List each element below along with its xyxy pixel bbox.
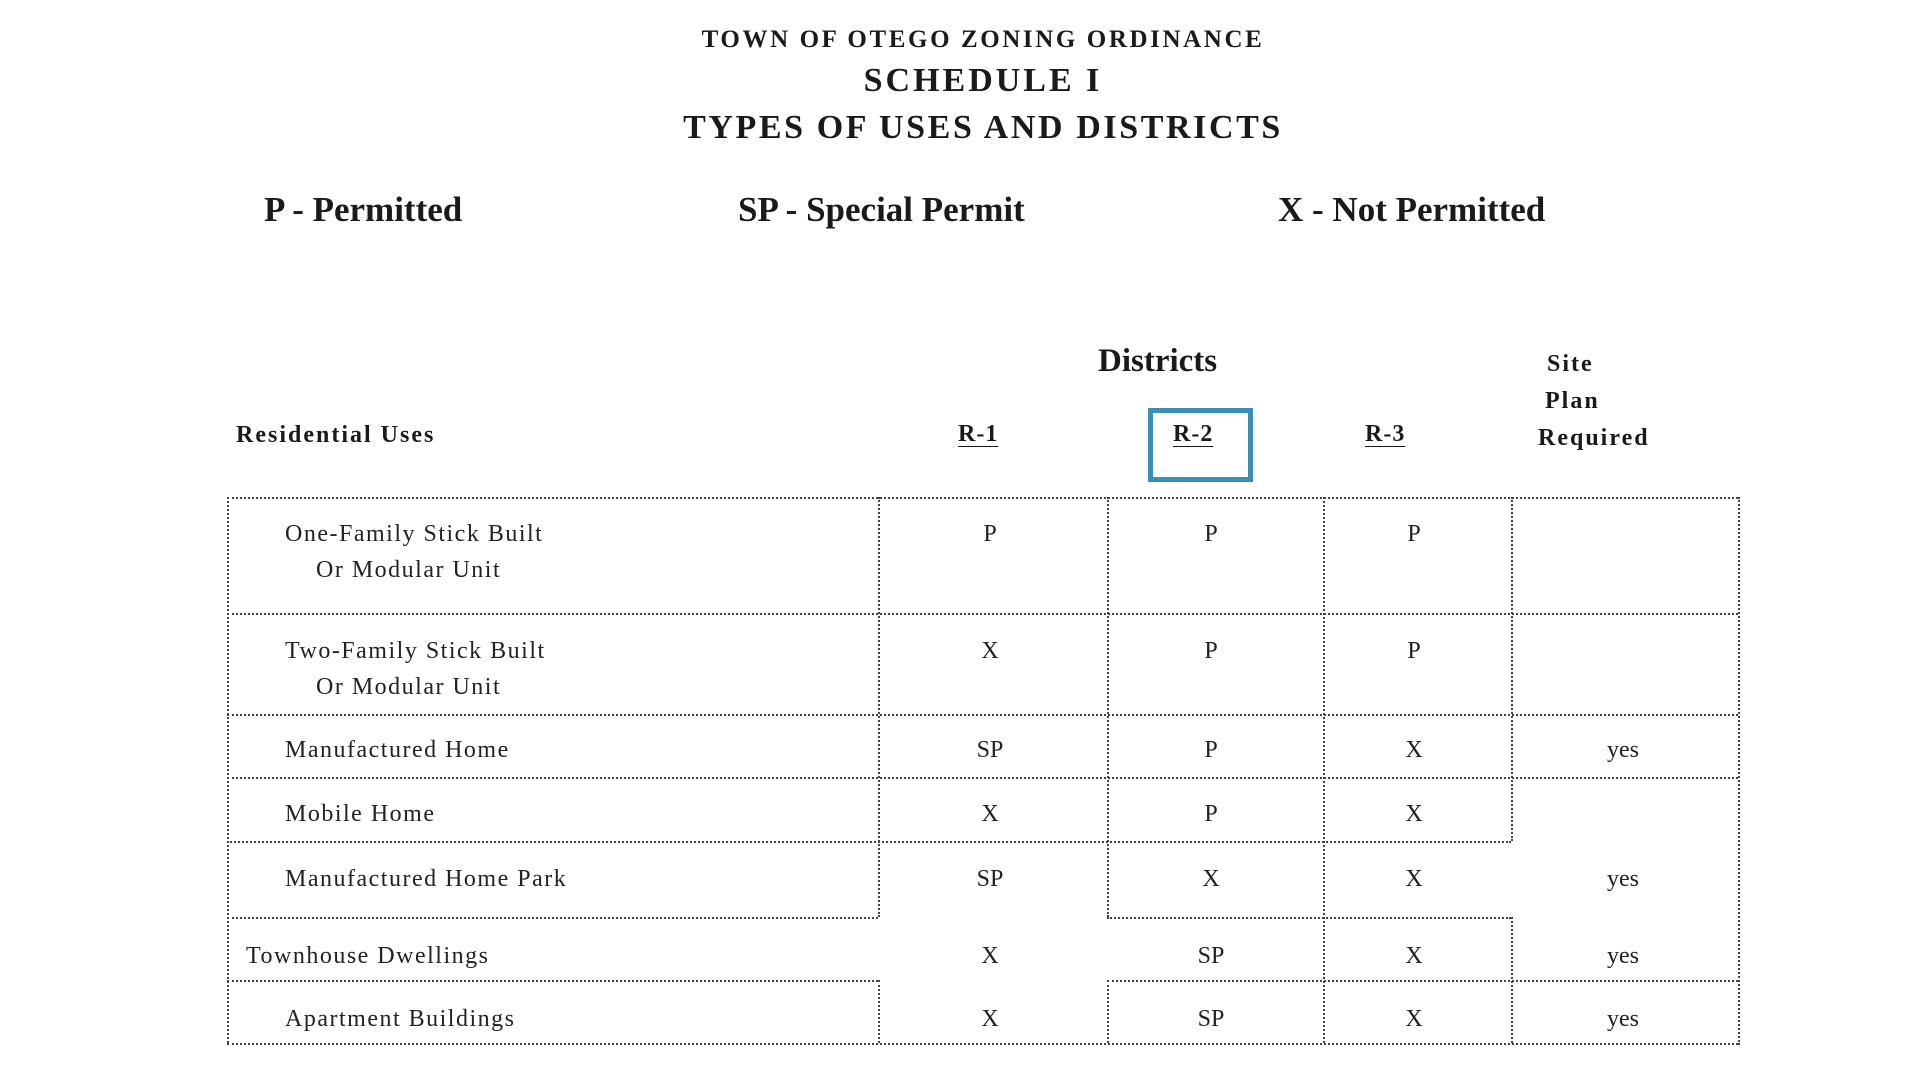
value-r1: X: [981, 801, 999, 827]
value-r2: P: [1204, 638, 1218, 664]
grid-line: [227, 980, 878, 982]
grid-line: [227, 917, 878, 919]
grid-line: [227, 841, 1511, 843]
grid-line: [1107, 917, 1511, 919]
grid-line: [227, 1043, 1738, 1045]
site-plan-header-line2: Plan: [1545, 388, 1600, 414]
schedule-title: SCHEDULE I: [863, 62, 1103, 99]
grid-line: [1511, 497, 1513, 841]
value-r2: P: [1204, 801, 1218, 827]
value-r3: X: [1405, 801, 1423, 827]
column-header-r3[interactable]: R-3: [1365, 421, 1406, 447]
value-r2: X: [1202, 866, 1220, 892]
document-heading: TOWN OF OTEGO ZONING ORDINANCE: [701, 26, 1265, 53]
use-label: Manufactured Home Park: [285, 866, 568, 892]
site-plan-header-line1: Site: [1547, 351, 1594, 377]
value-r3: X: [1405, 1006, 1423, 1032]
districts-header: Districts: [1098, 343, 1218, 379]
value-site-plan: yes: [1607, 737, 1639, 763]
site-plan-header-line3: Required: [1538, 425, 1650, 451]
use-label-line2: Or Modular Unit: [316, 674, 502, 700]
value-r2: SP: [1197, 1006, 1225, 1032]
value-r3: X: [1405, 866, 1423, 892]
grid-line: [1107, 980, 1738, 982]
value-r1: X: [981, 638, 999, 664]
grid-line: [878, 980, 880, 1043]
value-site-plan: yes: [1607, 1006, 1639, 1032]
value-r3: P: [1407, 521, 1421, 547]
grid-line: [1738, 497, 1740, 1045]
grid-line: [1323, 497, 1325, 1043]
value-r1: P: [983, 521, 997, 547]
value-r3: P: [1407, 638, 1421, 664]
use-label: Two-Family Stick Built: [285, 638, 546, 664]
value-r2: P: [1204, 737, 1218, 763]
use-label: Mobile Home: [285, 801, 436, 827]
use-label-line2: Or Modular Unit: [316, 557, 502, 583]
use-label: Townhouse Dwellings: [246, 943, 490, 969]
grid-line: [1107, 980, 1109, 1043]
page-title: TYPES OF USES AND DISTRICTS: [683, 109, 1283, 146]
value-r2: P: [1204, 521, 1218, 547]
legend-special-permit: SP - Special Permit: [738, 190, 1025, 229]
legend-permitted: P - Permitted: [264, 190, 463, 229]
legend-not-permitted: X - Not Permitted: [1278, 190, 1546, 229]
grid-line: [878, 497, 880, 917]
value-site-plan: yes: [1607, 943, 1639, 969]
grid-line: [1107, 497, 1109, 917]
value-r3: X: [1405, 737, 1423, 763]
value-r3: X: [1405, 943, 1423, 969]
grid-line: [1511, 917, 1513, 1043]
value-r1: SP: [976, 866, 1004, 892]
column-header-r1[interactable]: R-1: [958, 421, 999, 447]
use-label: One-Family Stick Built: [285, 521, 544, 547]
residential-uses-header: Residential Uses: [236, 422, 436, 448]
use-label: Apartment Buildings: [285, 1006, 516, 1032]
column-header-r2[interactable]: R-2: [1173, 421, 1214, 447]
use-label: Manufactured Home: [285, 737, 510, 763]
grid-line: [227, 497, 229, 1043]
value-r1: X: [981, 1006, 999, 1032]
value-r2: SP: [1197, 943, 1225, 969]
value-r1: SP: [976, 737, 1004, 763]
value-site-plan: yes: [1607, 866, 1639, 892]
value-r1: X: [981, 943, 999, 969]
